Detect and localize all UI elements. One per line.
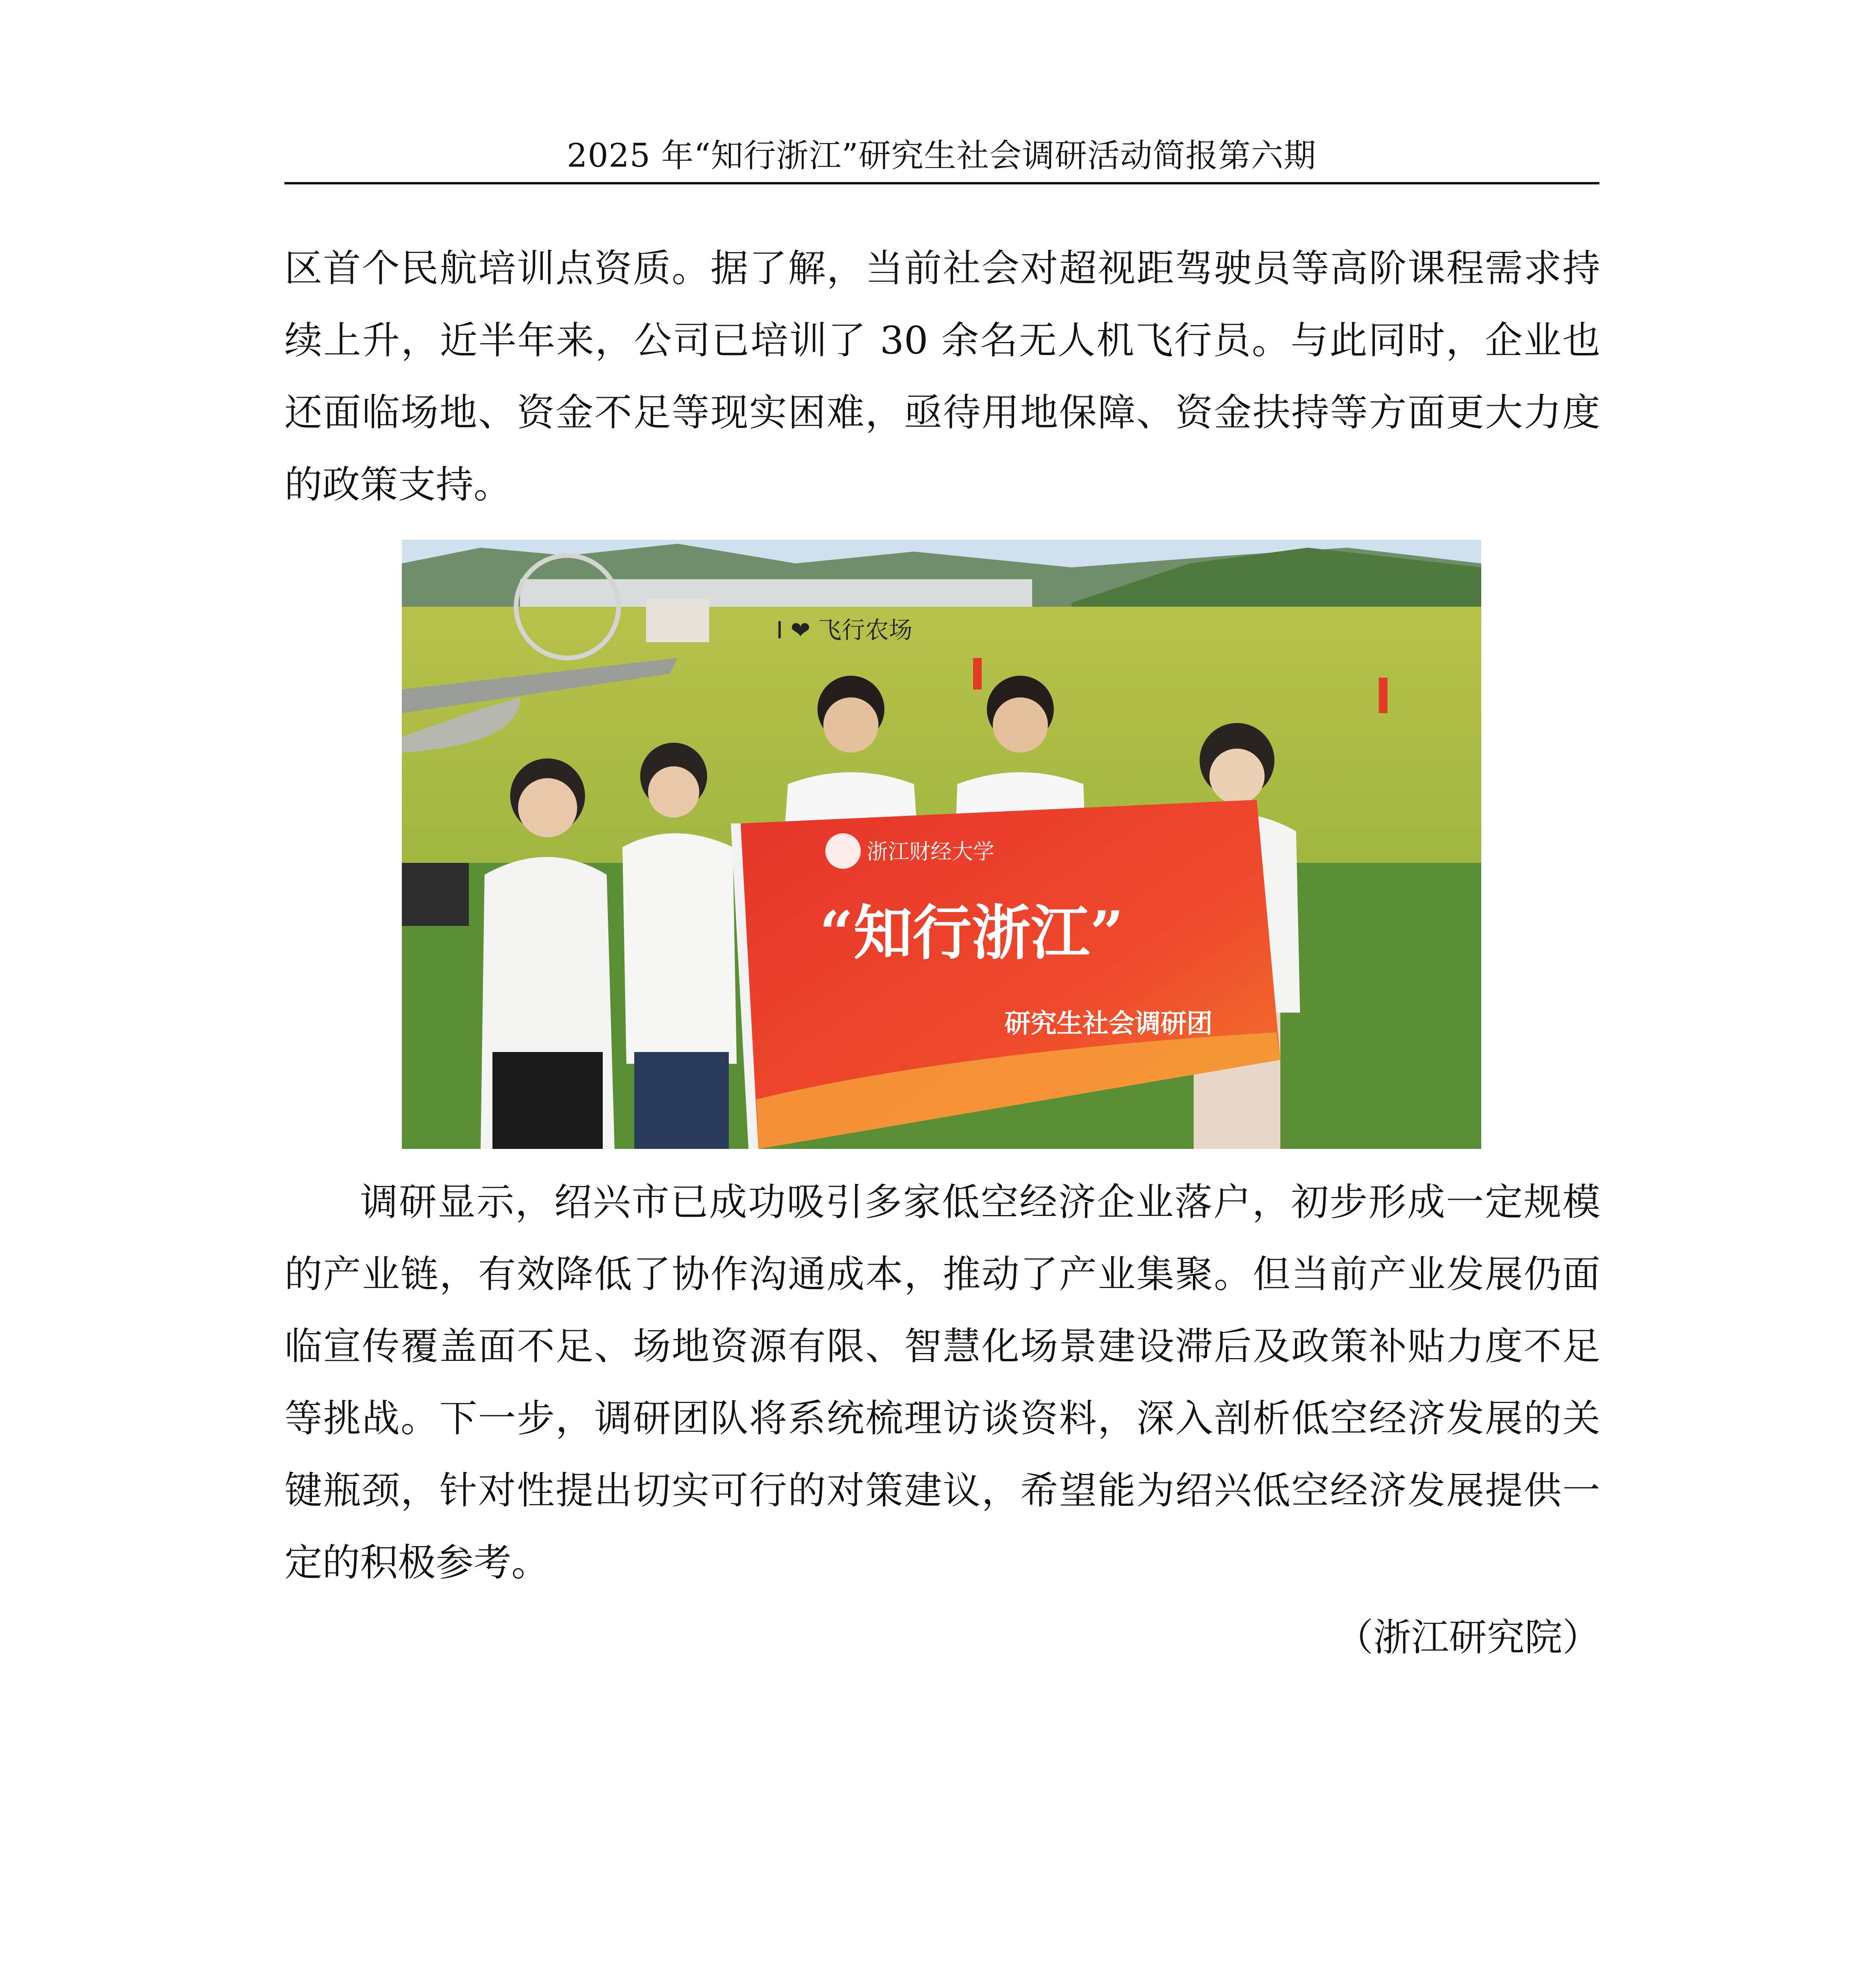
field-sign-text: I ❤ 飞行农场: [776, 617, 913, 644]
header-divider: [284, 182, 1599, 184]
banner-sub-text: 研究生社会调研团: [1005, 1008, 1213, 1039]
running-header: 2025 年“知行浙江”研究生社会调研活动简报第六期: [567, 137, 1317, 175]
group-photo: [402, 540, 1481, 1149]
author-signature: （浙江研究院）: [1335, 1615, 1600, 1660]
banner-university-text: 浙江财经大学: [867, 839, 994, 864]
banner-main-text: “知行浙江”: [819, 898, 1124, 968]
paragraph-2: 调研显示，绍兴市已成功吸引多家低空经济企业落户，初步形成一定规模的产业链，有效降低了协作沟通成本，推动了产业集聚。但当前产业发展仍面临宣传覆盖面不足、场地资源有限、智慧化场景建设滞后及政策补贴力度不足等挑战。下一步，调研团队将系统梳理访谈资料，深入剖析低空经济发展的关键瓶颈，针对性提出切实可行的对策建议，希望能为绍兴低空经济发展提供一定的积极参考。: [284, 1180, 1600, 1585]
paragraph-1: 区首个民航培训点资质。据了解，当前社会对超视距驾驶员等高阶课程需求持续上升，近半年来，公司已培训了 30 余名无人机飞行员。与此同时，企业也还面临场地、资金不足等现实困难，亟待用地保障、资金扶持等方面更大力度的政策支持。: [284, 246, 1600, 507]
